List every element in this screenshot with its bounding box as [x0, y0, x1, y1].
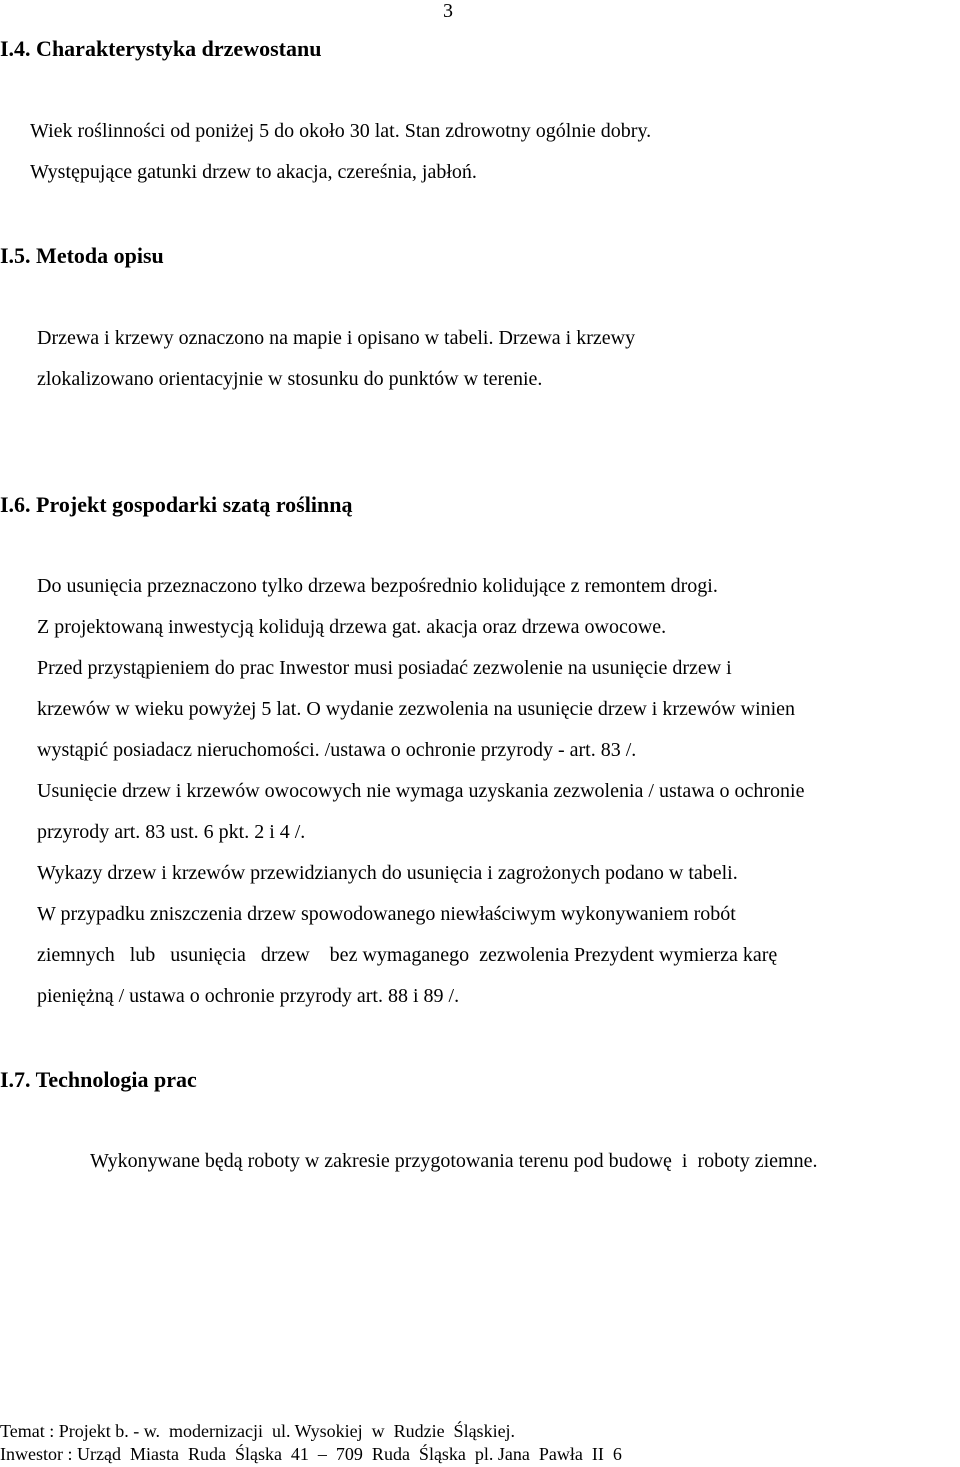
paragraph-line: Do usunięcia przeznaczono tylko drzewa bezpośrednio kolidujące z remontem drogi. — [37, 575, 718, 597]
paragraph-line: krzewów w wieku powyżej 5 lat. O wydanie zezwolenia na usunięcie drzew i krzewów winien — [37, 698, 796, 720]
paragraph-line: ziemnych lub usunięcia drzew bez wymaganego zezwolenia Prezydent wymierza karę — [37, 944, 778, 966]
paragraph-line: Z projektowaną inwestycją kolidują drzewa gat. akacja oraz drzewa owocowe. — [37, 616, 667, 638]
section-heading-4: I.4. Charakterystyka drzewostanu — [0, 36, 322, 61]
paragraph-line: Drzewa i krzewy oznaczono na mapie i opisano w tabeli. Drzewa i krzewy — [37, 327, 636, 349]
paragraph-line: pieniężną / ustawa o ochronie przyrody art. 88 i 89 /. — [37, 985, 460, 1007]
paragraph-line: Wiek roślinności od poniżej 5 do około 30 lat. Stan zdrowotny ogólnie dobry. — [30, 120, 652, 142]
footer-topic: Temat : Projekt b. - w. modernizacji ul. Wysokiej w Rudzie Śląskiej. — [0, 1421, 516, 1441]
paragraph-line: Wykazy drzew i krzewów przewidzianych do usunięcia i zagrożonych podano w tabeli. — [37, 862, 738, 884]
paragraph-line: zlokalizowano orientacyjnie w stosunku do punktów w terenie. — [37, 368, 543, 390]
paragraph-line: Wykonywane będą roboty w zakresie przygotowania terenu pod budowę i roboty ziemne. — [90, 1150, 818, 1172]
page-number: 3 — [443, 0, 453, 22]
paragraph-line: Występujące gatunki drzew to akacja, czereśnia, jabłoń. — [30, 161, 477, 183]
paragraph-line: przyrody art. 83 ust. 6 pkt. 2 i 4 /. — [37, 821, 306, 843]
section-heading-6: I.6. Projekt gospodarki szatą roślinną — [0, 492, 353, 517]
section-heading-5: I.5. Metoda opisu — [0, 243, 164, 268]
paragraph-line: Przed przystąpieniem do prac Inwestor musi posiadać zezwolenie na usunięcie drzew i — [37, 657, 732, 679]
paragraph-line: Usunięcie drzew i krzewów owocowych nie wymaga uzyskania zezwolenia / ustawa o ochronie — [37, 780, 805, 802]
section-heading-7: I.7. Technologia prac — [0, 1067, 197, 1092]
footer-investor: Inwestor : Urząd Miasta Ruda Śląska 41 – 709 Ruda Śląska pl. Jana Pawła II 6 — [0, 1444, 622, 1464]
paragraph-line: wystąpić posiadacz nieruchomości. /ustawa o ochronie przyrody - art. 83 /. — [37, 739, 637, 761]
paragraph-line: W przypadku zniszczenia drzew spowodowanego niewłaściwym wykonywaniem robót — [37, 903, 736, 925]
